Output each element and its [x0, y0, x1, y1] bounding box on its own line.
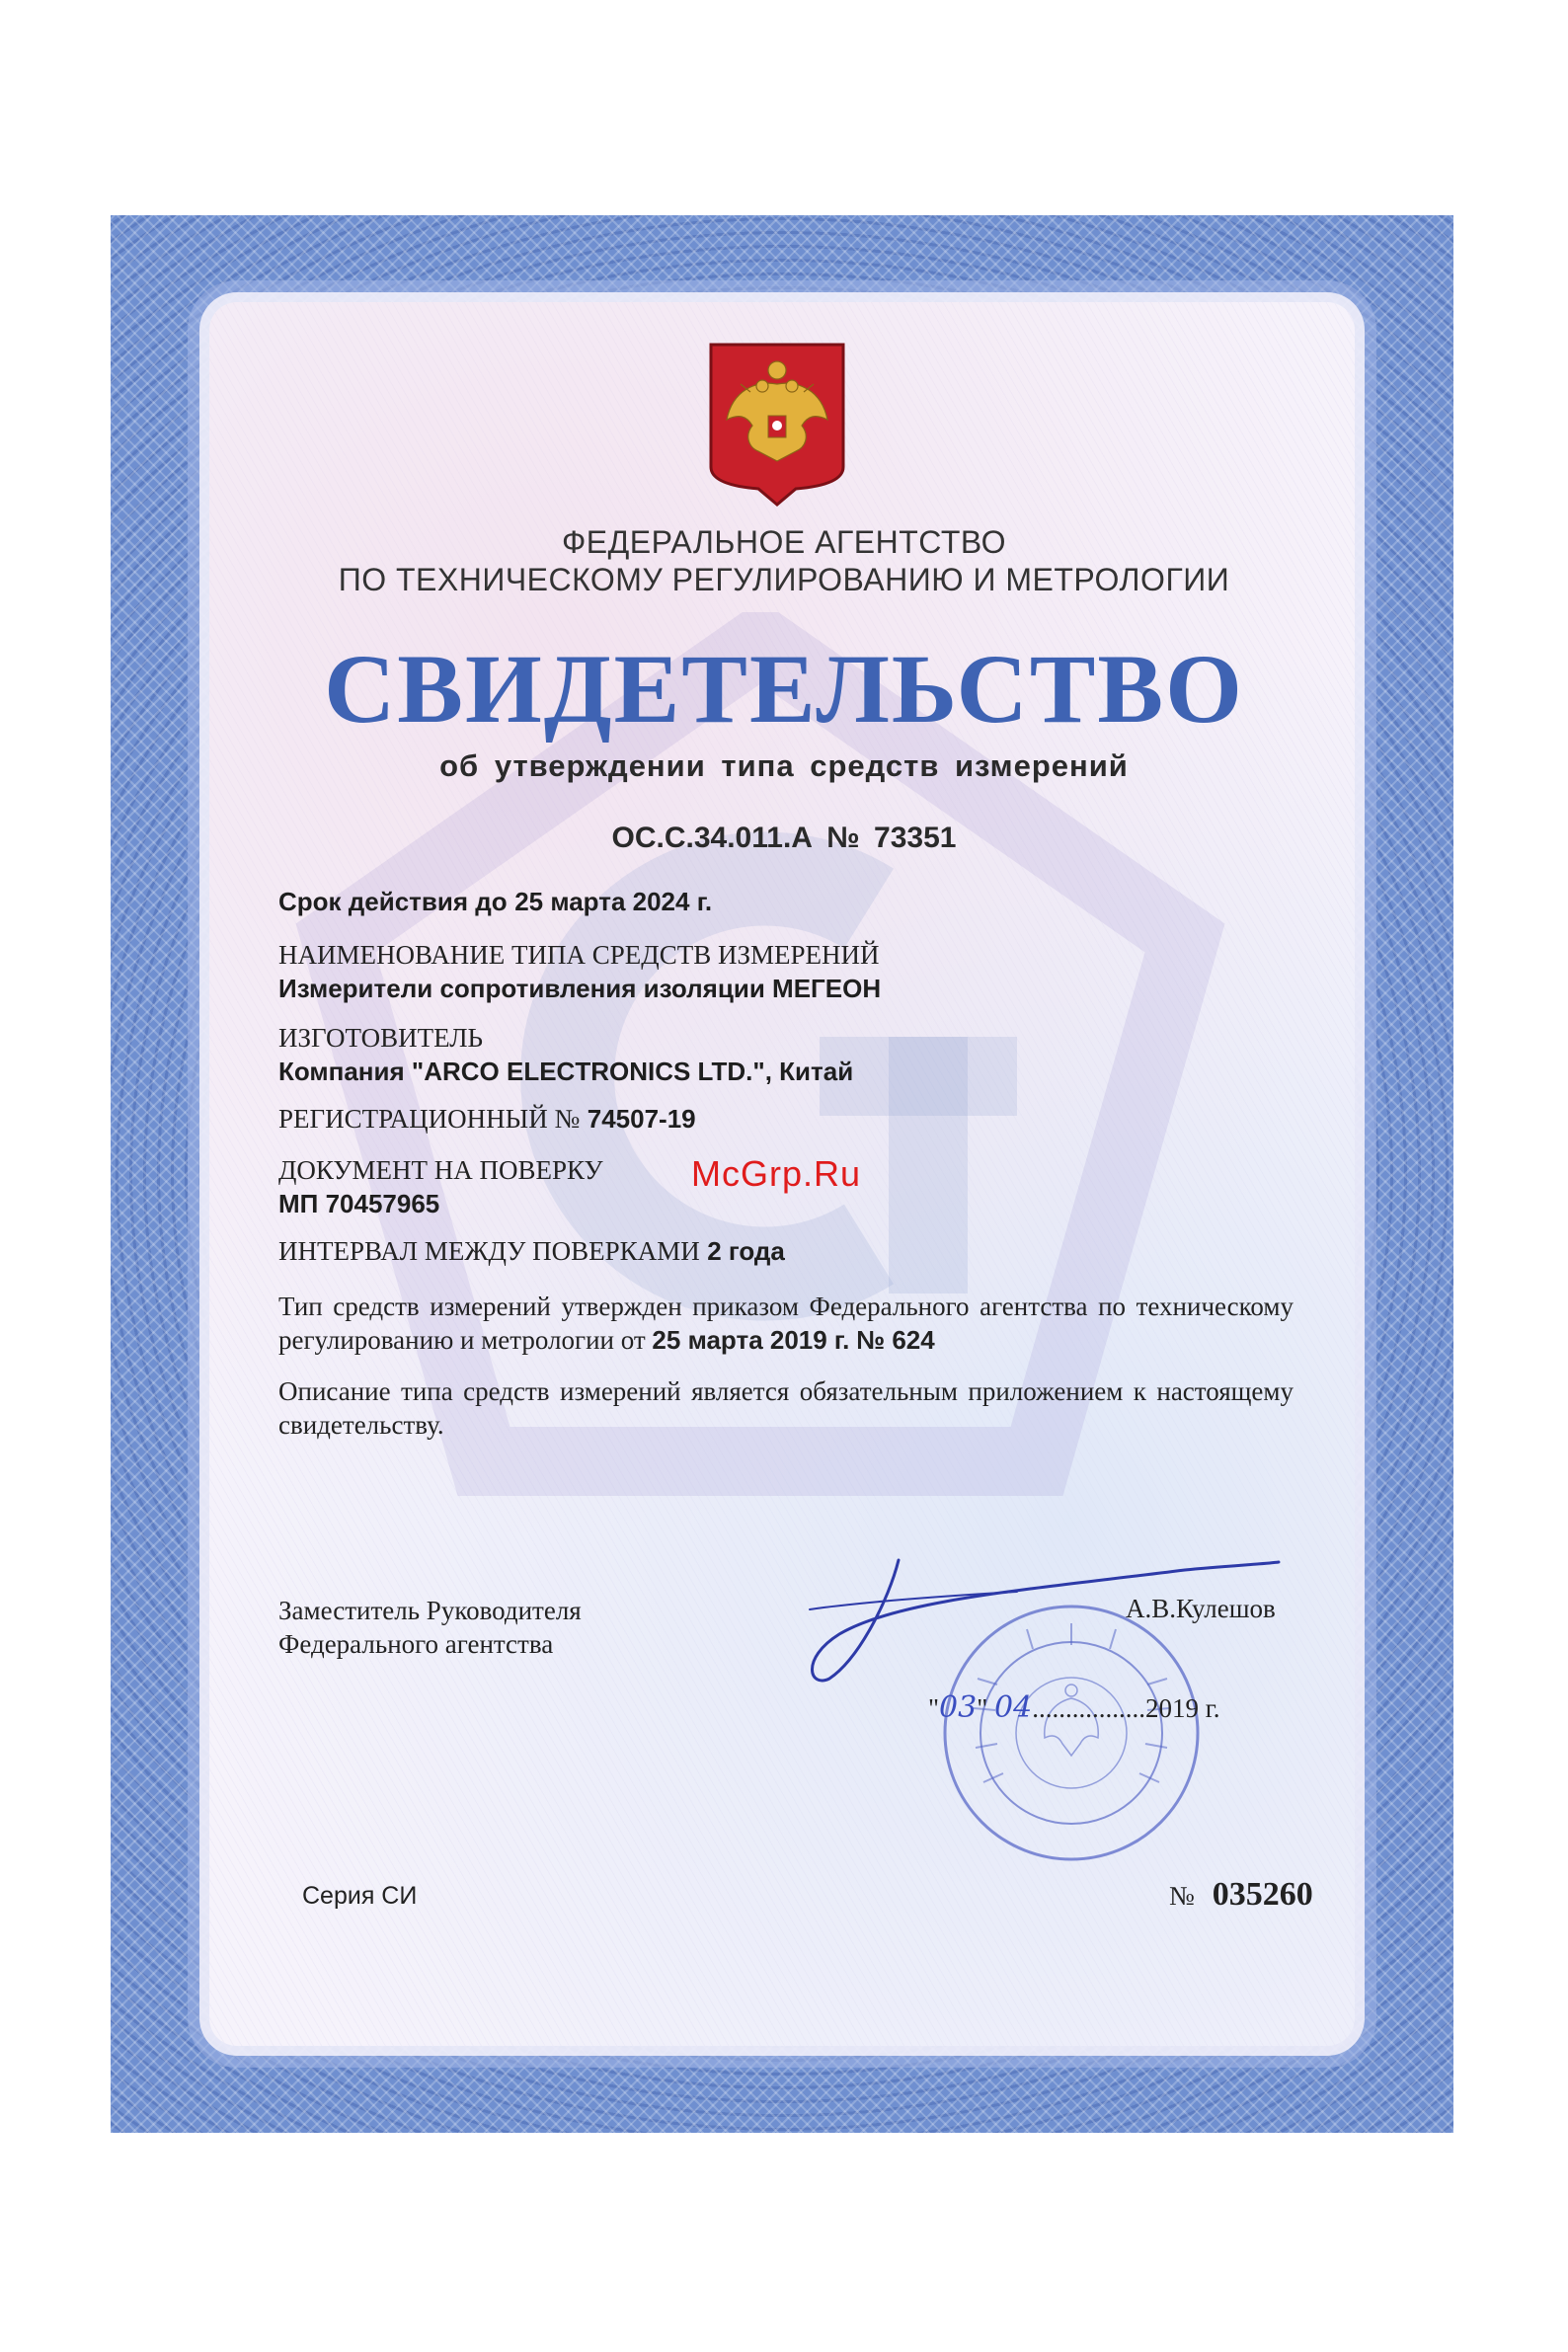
site-watermark-text: McGrp.Ru: [691, 1153, 862, 1194]
serial-value: 035260: [1212, 1876, 1313, 1913]
instrument-value: Измерители сопротивления изоляции МЕГЕОН: [278, 974, 882, 1003]
validity-label: Срок действия до: [278, 887, 508, 916]
sign-date-month: 04: [994, 1690, 1033, 1725]
verification-doc-label: ДОКУМЕНТ НА ПОВЕРКУ: [278, 1155, 603, 1185]
instrument-label: НАИМЕНОВАНИЕ ТИПА СРЕДСТВ ИЗМЕРЕНИЙ: [278, 940, 880, 970]
serial-number: [1169, 1876, 1313, 1914]
manufacturer-label: ИЗГОТОВИТЕЛЬ: [278, 1023, 484, 1053]
approval-text: Тип средств измерений утвержден приказом Федерального агентства по техническому регулированию и метрологии от: [278, 1292, 1294, 1355]
verification-doc-value: МП 70457965: [278, 1189, 440, 1218]
approval-date: 25 марта 2019 г.: [652, 1325, 850, 1355]
interval-field: [278, 1234, 785, 1268]
sign-date: "03" 04.................2019 г.: [928, 1690, 1220, 1725]
manufacturer-field: [278, 1021, 853, 1088]
registration-label: РЕГИСТРАЦИОННЫЙ №: [278, 1104, 581, 1134]
signatory-position: [278, 1594, 582, 1661]
instrument-field: [278, 938, 881, 1005]
certificate-number: ОС.С.34.011.А № 73351: [611, 822, 957, 854]
document-subtitle: об утверждении типа средств измерений: [439, 748, 1129, 783]
interval-value: 2 года: [707, 1236, 785, 1266]
validity-field: [278, 885, 712, 918]
validity-date: 25 марта 2024 г.: [514, 887, 713, 916]
sign-date-year: 2019 г.: [1144, 1693, 1220, 1723]
interval-label: ИНТЕРВАЛ МЕЖДУ ПОВЕРКАМИ: [278, 1236, 700, 1266]
serial-label: №: [1169, 1881, 1195, 1911]
registration-value: 74507-19: [587, 1104, 696, 1134]
coat-of-arms-emblem: [707, 341, 847, 507]
manufacturer-value: Компания "ARCO ELECTRONICS LTD.", Китай: [278, 1057, 854, 1086]
sign-date-day: 03: [939, 1690, 978, 1725]
series-label: Серия СИ: [302, 1882, 418, 1910]
agency-name-line2: ПО ТЕХНИЧЕСКОМУ РЕГУЛИРОВАНИЮ И МЕТРОЛОГИИ: [338, 562, 1230, 597]
signatory-position-line2: Федерального агентства: [278, 1629, 554, 1659]
agency-name-line1: ФЕДЕРАЛЬНОЕ АГЕНТСТВО: [561, 524, 1007, 560]
verification-doc-field: [278, 1153, 603, 1220]
approval-paragraph: [278, 1290, 1294, 1357]
description-note: Описание типа средств измерений является обязательным приложением к настоящему свидетельству.: [278, 1376, 1294, 1440]
document-title: СВИДЕТЕЛЬСТВО: [324, 634, 1244, 744]
registration-field: [278, 1102, 696, 1136]
approval-order: № 624: [856, 1325, 935, 1355]
signatory-name: А.В.Кулешов: [1126, 1594, 1276, 1623]
signatory-position-line1: Заместитель Руководителя: [278, 1596, 582, 1625]
